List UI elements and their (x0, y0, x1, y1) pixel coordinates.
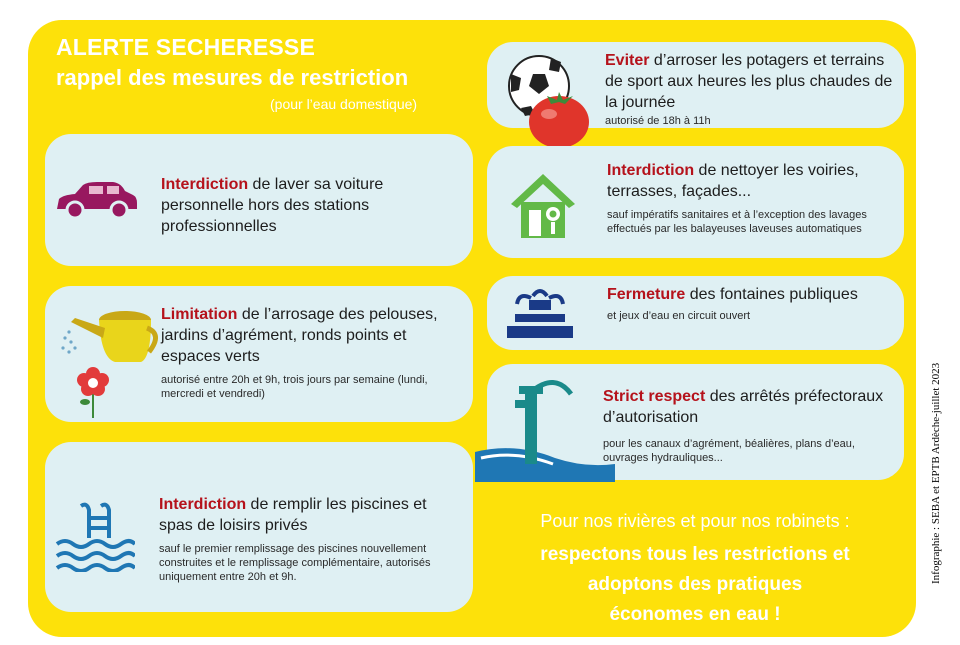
card-detail: autorisé de 18h à 11h (605, 115, 711, 127)
card-body: de nettoyer les voiries, terrasses, façades... (607, 162, 859, 200)
slogan-line: respectons tous les restrictions et (540, 544, 850, 565)
card-keyword: Eviter (605, 52, 650, 69)
ball-tomato-icon (501, 52, 601, 152)
card-body: de laver sa voiture personnelle hors des stations professionnelles (161, 176, 384, 235)
house-icon (507, 170, 579, 242)
pool-ladder-icon (55, 502, 135, 572)
credit-text: Infographie : SEBA et EPTB Ardèche-juillet 2023 (930, 362, 942, 584)
page-note: (pour l’eau domestique) (270, 96, 418, 112)
card-cleaning-ban (487, 146, 904, 258)
slogan-intro: Pour nos rivières et pour nos robinets : (540, 511, 850, 531)
page-subtitle: rappel des mesures de restriction (56, 65, 409, 90)
card-keyword: Limitation (161, 306, 238, 323)
card-text (605, 50, 897, 128)
card-text (159, 494, 459, 584)
card-keyword: Interdiction (607, 162, 695, 179)
card-body: des fontaines publiques (685, 286, 858, 303)
watering-can-icon (55, 298, 165, 418)
card-car-washing (45, 134, 473, 266)
card-body: de remplir les piscines et spas de loisirs privés (159, 496, 427, 534)
card-detail: pour les canaux d’agrément, béalières, plans d’eau, ouvrages hydrauliques... (603, 438, 855, 464)
card-keyword: Strict respect (603, 388, 706, 405)
slogan-message (470, 540, 920, 630)
card-keyword: Interdiction (159, 496, 247, 513)
card-body: des arrêtés préfectoraux d’autorisation (603, 388, 884, 426)
card-detail: autorisé entre 20h et 9h, trois jours par semaine (lundi, mercredi et vendredi) (161, 374, 428, 400)
card-detail: sauf le premier remplissage des piscines nouvellement construites et le remplissage complémentaire, autorisés uniquement entre 20h et 9h. (159, 543, 431, 583)
card-text (607, 284, 899, 323)
card-watering-limitation (45, 286, 473, 422)
card-fountains-closure (487, 276, 904, 350)
card-text (161, 174, 451, 237)
water-pump-icon (475, 372, 615, 482)
card-body: d’arroser les potagers et terrains de sport aux heures les plus chaudes de la journée (605, 52, 893, 111)
slogan-line: adoptons des pratiques (587, 574, 803, 595)
card-detail: et jeux d’eau en circuit ouvert (607, 310, 751, 322)
card-pool-filling (45, 442, 473, 612)
card-body: de l’arrosage des pelouses, jardins d’agrément, ronds points et espaces verts (161, 306, 438, 365)
slogan-line: économes en eau ! (609, 604, 781, 625)
card-text (161, 304, 461, 401)
car-icon (53, 179, 139, 223)
card-detail: sauf impératifs sanitaires et à l’exception des lavages effectués par les balayeuses laveuses automatiques (607, 209, 867, 235)
card-prefectoral-orders (487, 364, 904, 480)
card-keyword: Interdiction (161, 176, 249, 193)
card-garden-watering (487, 42, 904, 128)
fountain-icon (505, 286, 575, 342)
page-title: ALERTE SECHERESSE (56, 34, 316, 60)
card-keyword: Fermeture (607, 286, 686, 303)
card-text (607, 160, 899, 236)
card-text (603, 386, 899, 465)
